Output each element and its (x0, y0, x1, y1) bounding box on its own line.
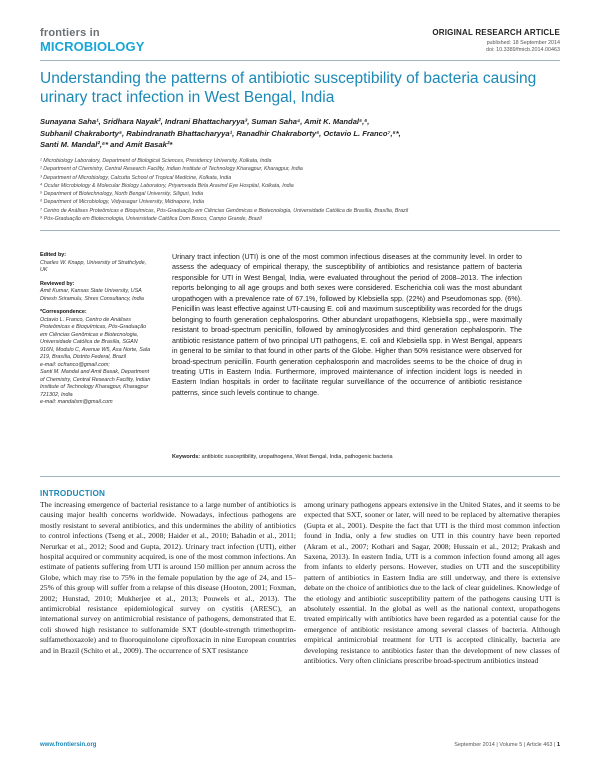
correspondence-email[interactable]: e-mail: ocfranco@gmail.com; (40, 361, 110, 368)
introduction-heading: INTRODUCTION (40, 489, 106, 498)
affiliation: ⁵ Department of Biotechnology, North Bengal University, Siliguri, India (40, 191, 204, 198)
affiliation: ⁶ Department of Microbiology, Vidyasagar University, Midnapore, India (40, 199, 205, 206)
footer-issue-text: September 2014 | Volume 5 | Article 463 | (454, 742, 556, 748)
affiliation-list (40, 157, 560, 223)
abstract-rule (40, 476, 560, 477)
keywords-label: Keywords: (172, 454, 201, 460)
correspondence-address: Octavio L. Franco, Centro de Análises Proteômicas e Bioquímicas, Pós-Graduação em Ciências Genômicas e Biotecnologia, Universidade Católica de Brasília, SGAN 916N, Modulo C, Avenue W5, Asa Norte, Sala 219, Brasília, Distrito Federal, Brazil (40, 316, 151, 360)
body-column-right: among urinary pathogens appears extensive in the United States, and it seems to be expected that SXT, sooner or later, will need to be replaced by alternative therapies (Gupta et al., 2001). Despite the fact that UTI is the third most common infection found in India, only a few studies on UTI in this country have been reported (Akram et al., 2007; Kothari and Sagar, 2008; Hussain et al., 2012; Prakash and Saxena, 2013). In eastern India, UTI is a common infection found among all ages from infants to elderly persons. However, studies on UTI and the susceptibility pattern of antibiotics in Eastern India are still underway, and there is extensive debate on the choice of antibiotics due to the lack of clear guidelines. Knowledge of the etiology and antibiotic susceptibility pattern of the pathogens causing UTI is absolutely essential. In the global as well as the national context, uropathogens treated empirically with antibiotics have been regarded as a potential cause for the emergence of antibiotic resistance among several classes of bacteria. Although empirical antimicrobial treatment for UTI is accepted clinically, bacteria are developing resistance to antibiotics faster than the development of new classes of antibiotics. Very often clinicians prescribe broad-spectrum antibiotics instead (304, 500, 560, 666)
affiliation: ⁴ Ocular Microbiology & Molecular Biology Laboratory, Priyamvada Birla Aravind Eye Hospital, Kolkata, India (40, 182, 294, 189)
author-line: Sunayana Saha¹, Sridhara Nayak², Indrani Bhattacharyya³, Suman Saha⁴, Amit K. Mandal⁵,⁶, (40, 117, 370, 126)
footer-website[interactable]: www.frontiersin.org (40, 742, 97, 748)
published-date: published: 18 September 2014 (486, 40, 560, 46)
editorial-sidebar (40, 252, 152, 413)
affiliation: ⁸ Pós-Graduação em Biotecnologia, Universidade Católica Dom Bosco, Campo Grande, Brazil (40, 216, 262, 223)
affiliation-rule (40, 230, 560, 231)
affiliation: ⁷ Centro de Análises Proteômicas e Bioquímicas, Pós-Graduação em Ciências Genômicas e Biotecnologia, Universidade Católica de Brasília, Brasília, Brazil (40, 207, 409, 214)
journal-logo-name: MICROBIOLOGY (40, 39, 145, 54)
reviewer: Dinesh Sriramulu, Shres Consultancy, India (40, 295, 144, 302)
author-list (40, 116, 560, 151)
keywords (172, 454, 562, 460)
affiliation: ² Department of Chemistry, Central Research Facility, Indian Institute of Technology Kharagpur, Kharagpur, India (40, 166, 303, 173)
abstract: Urinary tract infection (UTI) is one of the most common infectious diseases at the community level. In order to assess the adequacy of empirical therapy, the susceptibility of antibiotics and resistance pattern of bacteria responsible for UTI in West Bengal, India, were evaluated throughout the period of 2008–2013. The infection reports belonging to all age groups and both sexes were considered. Escherichia coli was the most abundant uropathogen with a prevalence rate of 67.1%, followed by Klebsiella spp. (22%) and Pseudomonas spp. (6%). Penicillin was least effective against UTI-causing E. coli and maximum susceptibility was recorded for the drugs belonging to fourth generation cephalosporins. Other abundant uropathogens, Klebsiella spp., were maximally resistant to broad-spectrum penicillin, followed by aminoglycosides and third generation cephalosporin. The antibiotic resistance pattern of two principal UTI pathogens, E. coli and Klebsiella spp. in West Bengal, appears in general to be similar to that found in other parts of the Globe. Higher than 50% resistance were observed for broad-spectrum penicillin. Fourth generation cephalosporin and macrolides seems to be the choice of drug in treating UTIs in Eastern India. Furthermore, improved maintenance of infection incident logs is needed in Eastern Indian hospitals in order to facilitate regular surveillance of the occurrence of antibiotic resistance patterns, since such levels continue to change. (172, 253, 522, 397)
affiliation: ¹ Microbiology Laboratory, Department of Biological Sciences, Presidency University, Kolkata, India (40, 158, 272, 164)
journal-logo-top: frontiers in (40, 27, 100, 39)
footer-issue (454, 742, 560, 748)
keywords-text: antibiotic susceptibility, uropathogens, West Bengal, India, pathogenic bacteria (201, 454, 393, 460)
article-type: ORIGINAL RESEARCH ARTICLE (432, 28, 560, 37)
correspondence-email[interactable]: e-mail: mandalsm@gmail.com (40, 399, 113, 405)
page-number: 1 (556, 742, 560, 748)
editor: Charles W. Knapp, University of Strathclyde, UK (40, 259, 147, 273)
edited-by-heading: Edited by: (40, 252, 67, 258)
correspondence-heading: *Correspondence: (40, 309, 87, 315)
article-title: Understanding the patterns of antibiotic susceptibility of bacteria causing urinary tract infection in West Bengal, India (40, 70, 537, 106)
doi: doi: 10.3389/fmicb.2014.00463 (485, 47, 560, 53)
body-column-left: The increasing emergence of bacterial resistance to a large number of antibiotics is causing major health concerns worldwide. Nowadays, infectious pathogens are mostly resistant to several antibiotics, and this undermines the ability of antibiotics to control infections (Tseng et al., 2008; Haider et al., 2010; Bahadin et al., 2011; Nerurkar et al., 2012; Sood and Gupta, 2012). Urinary tract infection (UTI), either hospital acquired or community acquired, is one of the most common infections. An estimate of patients suffering from UTI is around 150 million per annum across the Globe, which may rise to 75% in the female population by the age of 24, and 15–25% of this group will suffer from a relapse of this disease (Hooton, 2001; Foxman, 2002; Hunstad, 2010; Mukherjee et al., 2013; Pouwels et al., 2013). The antimicrobial resistance epidemiological survey on cystitis (ARESC), an international survey on antimicrobial resistance of pathogens, demonstrated that E. coli showed high resistance to sulfonamide SXT (double-strength trimethoprim-sulfamethoxazole) and to fluoroquinolone ciprofloxacin in nine European countries and in Brazil (Schito et al., 2009). The occurrence of SXT resistance (40, 500, 296, 655)
header-rule (40, 60, 560, 61)
reviewed-by-heading: Reviewed by: (40, 280, 75, 287)
affiliation: ³ Department of Microbiology, Calcutta School of Tropical Medicine, Kolkata, India (40, 174, 232, 181)
author-line: Subhanil Chakraborty⁵, Rabindranath Bhattacharyya¹, Ranadhir Chakraborty⁵, Octavio L. Franco⁷,⁸*, (40, 128, 401, 138)
correspondence-address: Santi M. Mandal and Amit Basak, Department of Chemistry, Central Research Facility, Indian Institute of Technology Kharagpur, Kharagpur 721302, India (40, 369, 151, 398)
reviewer: Amit Kumar, Kansas State University, USA (40, 288, 142, 294)
author-line: Santi M. Mandal²,⁶* and Amit Basak²* (40, 140, 173, 149)
